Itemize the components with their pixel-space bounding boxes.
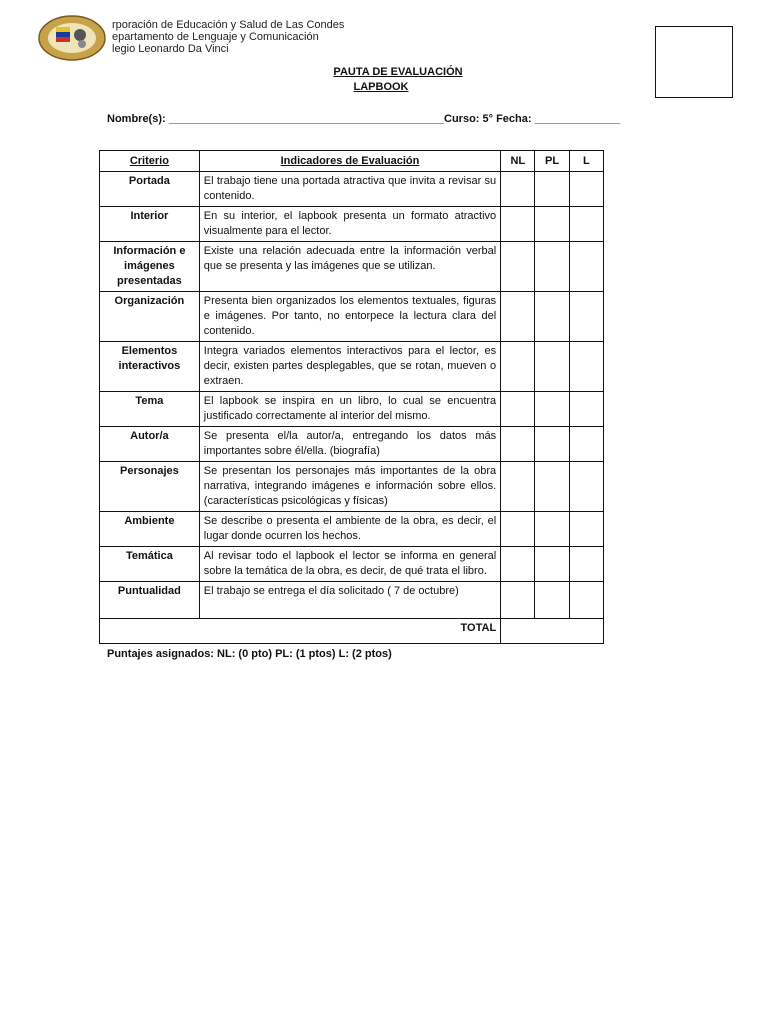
indicador-cell: Presenta bien organizados los elementos textuales, figuras e imágenes. Por tanto, no entorpece la lectura clara del contenido. — [199, 292, 500, 342]
indicador-cell: En su interior, el lapbook presenta un formato atractivo visualmente para el lector. — [199, 207, 500, 242]
score-nl-cell — [501, 427, 535, 462]
table-row — [100, 172, 604, 207]
criterio-cell: Personajes — [100, 462, 200, 512]
score-l-cell — [569, 172, 603, 207]
score-l-cell — [569, 207, 603, 242]
total-row — [100, 619, 604, 644]
criterio-cell: Elementos interactivos — [100, 342, 200, 392]
score-l-cell — [569, 462, 603, 512]
criterio-cell: Tema — [100, 392, 200, 427]
indicador-cell: Existe una relación adecuada entre la información verbal que se presenta y las imágenes que se utilizan. — [199, 242, 500, 292]
indicador-cell: Al revisar todo el lapbook el lector se informa en general sobre la temática de la obra, es decir, de qué trata el libro. — [199, 547, 500, 582]
institution-header — [112, 19, 344, 55]
header-criterio: Criterio — [100, 151, 200, 172]
score-pl-cell — [535, 242, 569, 292]
criterio-cell: Ambiente — [100, 512, 200, 547]
table-row — [100, 582, 604, 619]
score-pl-cell — [535, 547, 569, 582]
table-row — [100, 292, 604, 342]
table-row — [100, 242, 604, 292]
indicador-cell: Integra variados elementos interactivos para el lector, es decir, existen partes desplegables, que se rotan, mueven o extraen. — [199, 342, 500, 392]
indicador-cell: El lapbook se inspira en un libro, lo cual se encuentra justificado correctamente al interior del mismo. — [199, 392, 500, 427]
score-nl-cell — [501, 392, 535, 427]
score-pl-cell — [535, 462, 569, 512]
table-row — [100, 342, 604, 392]
score-l-cell — [569, 427, 603, 462]
score-l-cell — [569, 342, 603, 392]
score-l-cell — [569, 547, 603, 582]
score-nl-cell — [501, 342, 535, 392]
table-row — [100, 392, 604, 427]
indicador-cell: El trabajo se entrega el día solicitado ( 7 de octubre) — [199, 582, 500, 619]
total-score-cell — [501, 619, 604, 644]
rubric-table — [99, 150, 604, 644]
score-l-cell — [569, 392, 603, 427]
score-pl-cell — [535, 512, 569, 547]
score-nl-cell — [501, 582, 535, 619]
score-nl-cell — [501, 512, 535, 547]
score-pl-cell — [535, 582, 569, 619]
score-l-cell — [569, 582, 603, 619]
criterio-cell: Información e imágenes presentadas — [100, 242, 200, 292]
score-l-cell — [569, 292, 603, 342]
score-pl-cell — [535, 427, 569, 462]
header-line-2: epartamento de Lenguaje y Comunicación — [112, 31, 319, 43]
score-nl-cell — [501, 172, 535, 207]
indicador-cell: Se describe o presenta el ambiente de la obra, es decir, el lugar donde ocurren los hechos. — [199, 512, 500, 547]
score-pl-cell — [535, 392, 569, 427]
score-pl-cell — [535, 172, 569, 207]
student-info-line: Nombre(s): _____________________________________________Curso: 5° Fecha: ______________ — [107, 113, 621, 125]
score-pl-cell — [535, 342, 569, 392]
header-line-3: legio Leonardo Da Vinci — [112, 43, 229, 55]
score-legend: Puntajes asignados: NL: (0 pto) PL: (1 ptos) L: (2 ptos) — [107, 648, 392, 660]
score-l-cell — [569, 512, 603, 547]
criterio-cell: Interior — [100, 207, 200, 242]
table-row — [100, 462, 604, 512]
total-label: TOTAL — [100, 619, 501, 644]
score-nl-cell — [501, 547, 535, 582]
table-row — [100, 427, 604, 462]
page-title: PAUTA DE EVALUACIÓN — [333, 66, 463, 78]
page-subtitle: LAPBOOK — [353, 81, 409, 93]
table-row — [100, 547, 604, 582]
header-nl: NL — [501, 151, 535, 172]
header-l: L — [569, 151, 603, 172]
score-pl-cell — [535, 292, 569, 342]
criterio-cell: Puntualidad — [100, 582, 200, 619]
header-indicadores: Indicadores de Evaluación — [199, 151, 500, 172]
table-header-row — [100, 151, 604, 172]
header-pl: PL — [535, 151, 569, 172]
table-row — [100, 512, 604, 547]
indicador-cell: Se presentan los personajes más importantes de la obra narrativa, integrando imágenes e información sobre ellos. (características psicológicas y físicas) — [199, 462, 500, 512]
criterio-cell: Portada — [100, 172, 200, 207]
score-nl-cell — [501, 462, 535, 512]
criterio-cell: Organización — [100, 292, 200, 342]
score-nl-cell — [501, 207, 535, 242]
school-logo — [38, 15, 106, 61]
criterio-cell: Temática — [100, 547, 200, 582]
table-row — [100, 207, 604, 242]
header-line-1: rporación de Educación y Salud de Las Condes — [112, 19, 345, 31]
score-l-cell — [569, 242, 603, 292]
indicador-cell: Se presenta el/la autor/a, entregando los datos más importantes sobre él/ella. (biografía) — [199, 427, 500, 462]
criterio-cell: Autor/a — [100, 427, 200, 462]
indicador-cell: El trabajo tiene una portada atractiva que invita a revisar su contenido. — [199, 172, 500, 207]
score-nl-cell — [501, 242, 535, 292]
score-nl-cell — [501, 292, 535, 342]
score-pl-cell — [535, 207, 569, 242]
